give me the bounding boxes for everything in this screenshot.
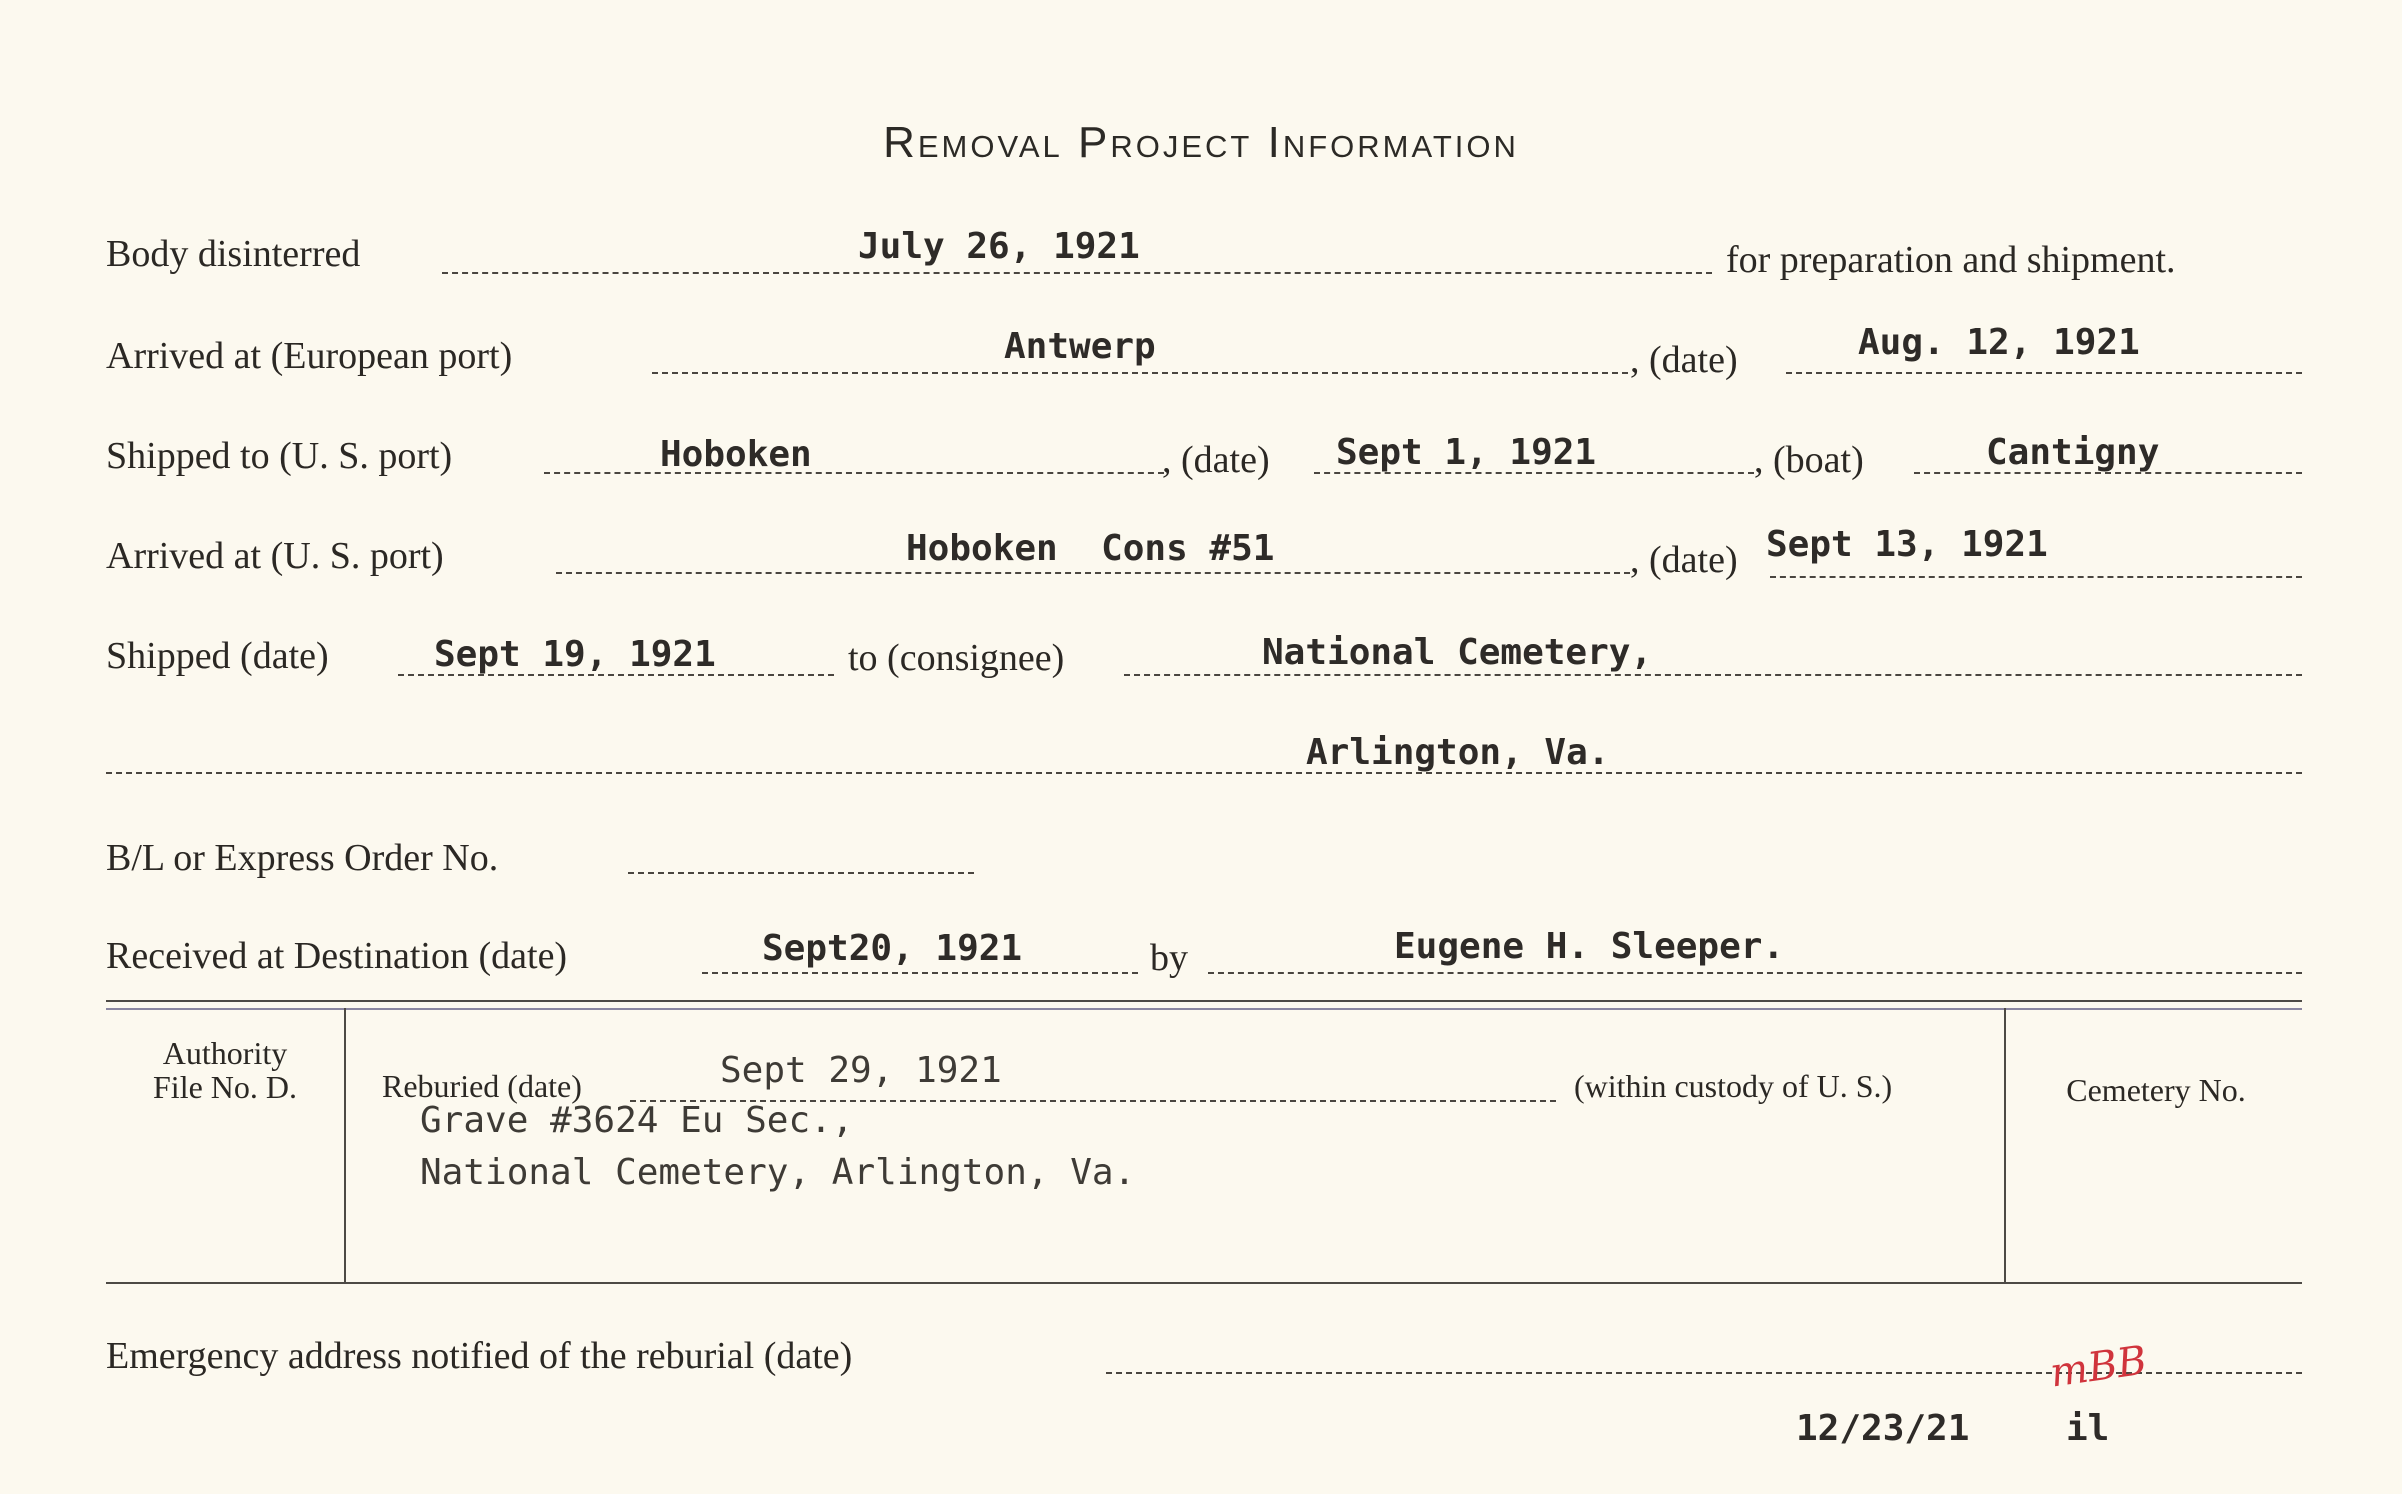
shipped-to-line <box>544 472 1164 474</box>
boat-label: , (boat) <box>1754 439 1864 481</box>
european-port-line <box>652 372 1628 374</box>
consignee-line-2 <box>106 772 2302 774</box>
box-divider-left <box>344 1008 346 1284</box>
red-handwritten-initials: mBB <box>2047 1337 2150 1397</box>
bl-line <box>628 872 974 874</box>
shipped-to-label: Shipped to (U. S. port) <box>106 435 453 477</box>
bl-label: B/L or Express Order No. <box>106 837 499 879</box>
consignee-label: to (consignee) <box>848 637 1065 679</box>
shipped-date-value: Sept 19, 1921 <box>434 634 716 675</box>
disinterred-suffix: for preparation and shipment. <box>1726 239 2176 281</box>
disinterred-value: July 26, 1921 <box>858 226 1140 267</box>
arrived-us-date-value: Sept 13, 1921 <box>1766 524 2048 565</box>
shipped-to-date-value: Sept 1, 1921 <box>1336 432 1597 473</box>
clerk-initials: il <box>2066 1408 2110 1449</box>
by-line <box>1208 972 2302 974</box>
european-port-label: Arrived at (European port) <box>106 335 513 377</box>
page-title: Removal Project Information <box>883 118 1519 167</box>
arrived-us-line <box>556 572 1630 574</box>
reburied-label: Reburied (date) <box>382 1068 582 1104</box>
grave-line-1: Grave #3624 Eu Sec., <box>420 1100 854 1141</box>
consignee-value: National Cemetery, <box>1262 632 1653 673</box>
disinterred-label: Body disinterred <box>106 233 361 275</box>
shipped-date-label: Shipped (date) <box>106 635 329 677</box>
arrived-us-date-label: , (date) <box>1630 539 1738 581</box>
european-date-line <box>1786 372 2302 374</box>
shipped-to-value: Hoboken <box>660 434 812 475</box>
by-value: Eugene H. Sleeper. <box>1394 926 1785 967</box>
grave-line-2: National Cemetery, Arlington, Va. <box>420 1152 1136 1193</box>
box-divider-right <box>2004 1008 2006 1284</box>
box-bottom-rule <box>106 1282 2302 1284</box>
consignee-value-2: Arlington, Va. <box>1306 732 1610 773</box>
disinterred-line <box>442 272 1712 274</box>
box-top-rule <box>106 1000 2302 1002</box>
received-value: Sept20, 1921 <box>762 928 1023 969</box>
shipped-to-date-label: , (date) <box>1162 439 1270 481</box>
european-port-value: Antwerp <box>1004 326 1156 367</box>
received-line <box>702 972 1138 974</box>
date-stamp: 12/23/21 <box>1796 1408 1970 1449</box>
european-date-label: , (date) <box>1630 339 1738 381</box>
reburied-date-value: Sept 29, 1921 <box>720 1050 1002 1091</box>
boat-value: Cantigny <box>1986 432 2160 473</box>
custody-label: (within custody of U. S.) <box>1574 1068 1893 1104</box>
box-top-rule-2 <box>106 1008 2302 1010</box>
emergency-label: Emergency address notified of the reburial (date) <box>106 1335 853 1377</box>
by-label: by <box>1150 937 1188 979</box>
consignee-line <box>1124 674 2302 676</box>
arrived-us-date-line <box>1770 576 2302 578</box>
european-date-value: Aug. 12, 1921 <box>1858 322 2140 363</box>
cemetery-no-label: Cemetery No. <box>2066 1072 2246 1108</box>
arrived-us-value: Hoboken Cons #51 <box>906 528 1275 569</box>
arrived-us-label: Arrived at (U. S. port) <box>106 535 444 577</box>
received-label: Received at Destination (date) <box>106 935 568 977</box>
authority-label: Authority File No. D. <box>153 1035 297 1105</box>
